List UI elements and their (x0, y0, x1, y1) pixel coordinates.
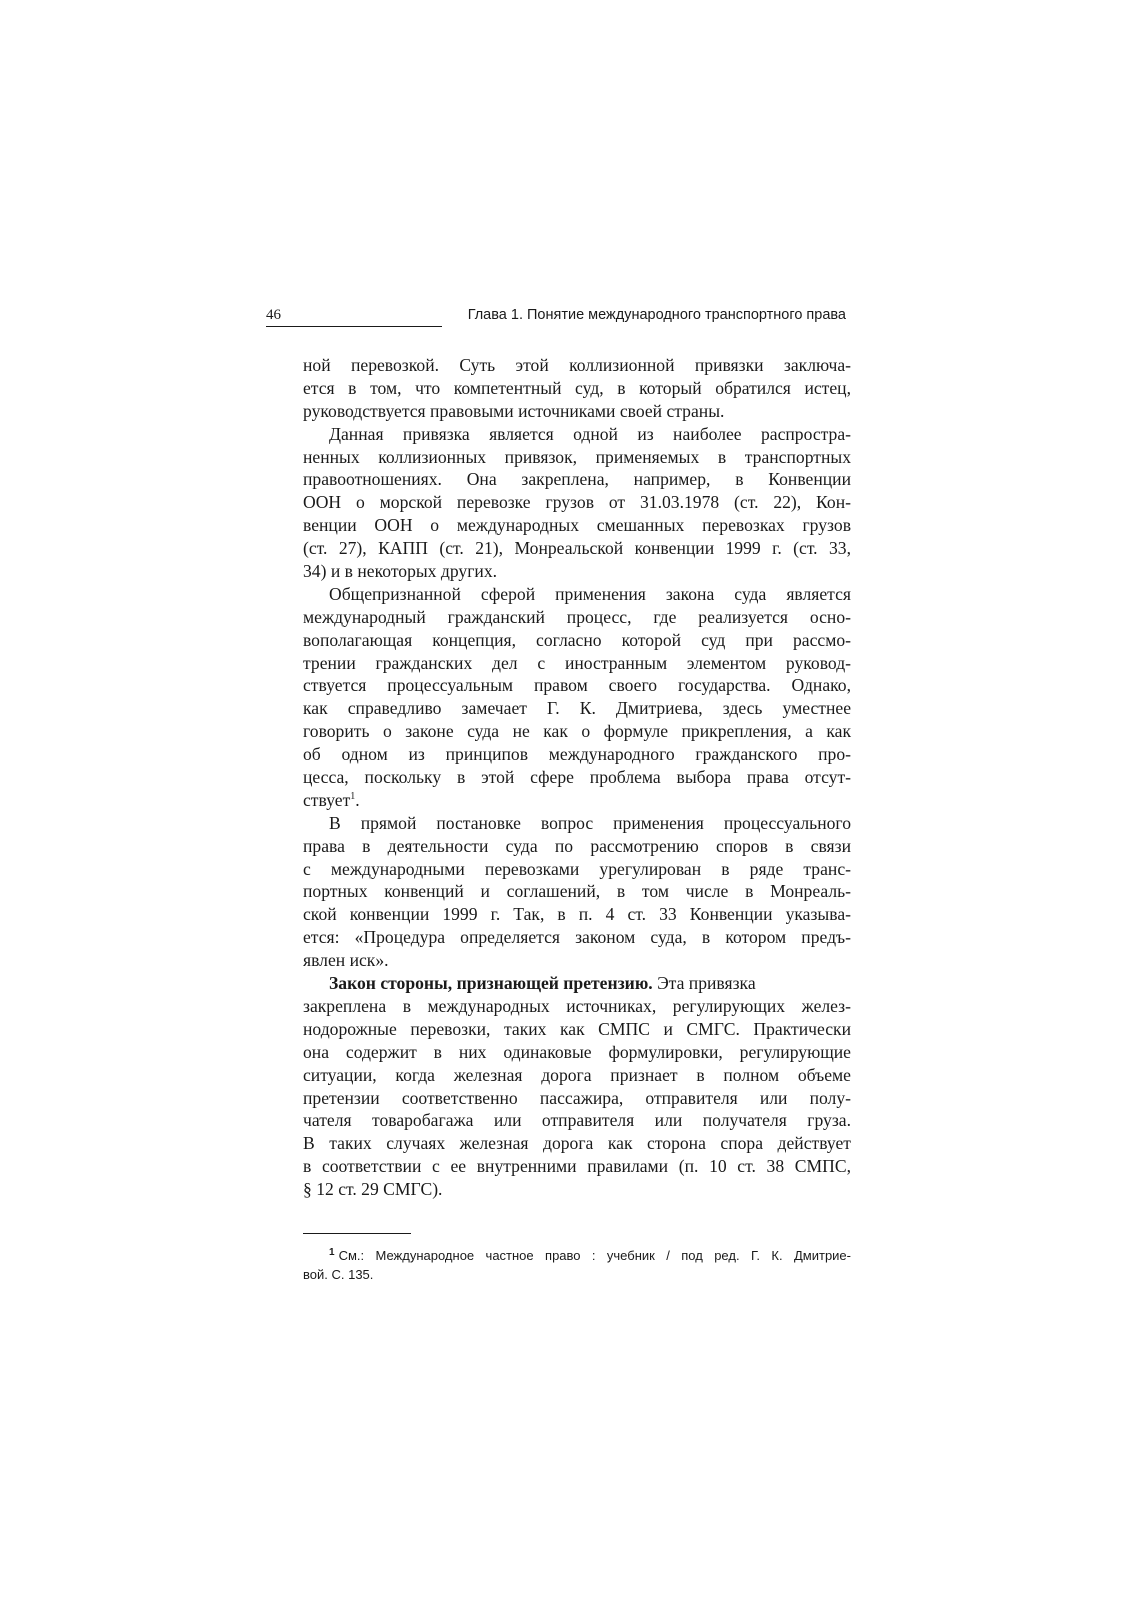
footnote-line (303, 1246, 851, 1265)
footnote (303, 1246, 851, 1284)
text-fragment: Эта привязка (652, 973, 756, 994)
text-line: явлен иск». (303, 950, 389, 971)
text-line: ется: «Процедура определяется законом суда, в котором предъ- (303, 927, 851, 948)
text-line: ется в том, что компетентный суд, в который обратился истец, (303, 377, 851, 398)
text-line: 34) и в некоторых других. (303, 561, 498, 582)
text-line: Данная привязка является одной из наиболее распростра- (329, 423, 851, 444)
footnote-reference[interactable]: 1 (350, 791, 356, 803)
text-line: портных конвенций и соглашений, в том числе в Монреаль- (303, 881, 851, 902)
text-line: вополагающая концепция, согласно которой суд при рассмо- (303, 629, 851, 650)
text-line: международный гражданский процесс, где реализуется осно- (303, 606, 851, 627)
text-line: ситуации, когда железная дорога признает в полном объеме (303, 1064, 851, 1085)
text-line: как справедливо замечает Г. К. Дмитриева, здесь уместнее (303, 698, 851, 719)
text-line: правоотношениях. Она закреплена, например, в Конвенции (303, 469, 851, 490)
text-line: В прямой постановке вопрос применения процессуального (329, 812, 851, 833)
text-line: ООН о морской перевозке грузов от 31.03.1978 (ст. 22), Кон- (303, 492, 851, 513)
page-number: 46 (266, 307, 281, 323)
footnote-rule (303, 1233, 411, 1234)
text-line: § 12 ст. 29 СМГС). (303, 1179, 443, 1200)
text-line: ной перевозкой. Суть этой коллизионной привязки заключа- (303, 355, 851, 375)
text-line: руководствуется правовыми источниками своей страны. (303, 400, 725, 421)
text-line: трении гражданских дел с иностранным элементом руковод- (303, 652, 851, 673)
text-line (303, 972, 851, 995)
footnote-line: вой. С. 135. (303, 1267, 374, 1282)
text-line: нодорожные перевозки, таких как СМПС и СМГС. Практически (303, 1018, 851, 1039)
footnote-text: См.: Международное частное право : учебник / под ред. Г. К. Дмитрие- (338, 1248, 851, 1263)
text-line: ненных коллизионных привязок, применяемых в транспортных (303, 446, 851, 467)
page-header (266, 306, 846, 328)
section-heading: Закон стороны, признающей претензию. (329, 973, 653, 994)
text-line: закреплена в международных источниках, регулирующих желез- (303, 995, 851, 1016)
text-line: в соответствии с ее внутренними правилами (п. 10 ст. 38 СМПС, (303, 1156, 851, 1177)
text-line: претензии соответственно пассажира, отправителя или полу- (303, 1087, 851, 1108)
text-line: права в деятельности суда по рассмотрению споров в связи (303, 835, 851, 856)
text-line: с международными перевозками урегулирован в ряде транс- (303, 858, 851, 879)
text-fragment: ствует (303, 789, 351, 810)
text-line: венции ООН о международных смешанных перевозках грузов (303, 515, 851, 536)
text-line: (ст. 27), КАПП (ст. 21), Монреальской конвенции 1999 г. (ст. 33, (303, 538, 851, 559)
text-line: чателя товаробагажа или отправителя или получателя груза. (303, 1110, 851, 1131)
header-rule (266, 326, 442, 327)
text-line: об одном из принципов международного гражданского про- (303, 744, 851, 765)
text-line: ствует$^1$. (303, 789, 360, 810)
text-line: цесса, поскольку в этой сфере проблема выбора права отсут- (303, 767, 851, 788)
text-line: ствуется процессуальным правом своего государства. Однако, (303, 675, 851, 696)
running-title: Глава 1. Понятие международного транспортного права (467, 307, 846, 323)
text-line: Общепризнанной сферой применения закона суда является (329, 583, 851, 604)
text-line: ской конвенции 1999 г. Так, в п. 4 ст. 33 Конвенции указыва- (303, 904, 851, 925)
body-text (303, 354, 851, 1201)
text-line: говорить о законе суда не как о формуле прикрепления, а как (303, 721, 851, 742)
footnote-number: 1 (329, 1246, 335, 1258)
text-line: она содержит в них одинаковые формулировки, регулирующие (303, 1041, 851, 1062)
text-line: В таких случаях железная дорога как сторона спора действует (303, 1133, 851, 1154)
